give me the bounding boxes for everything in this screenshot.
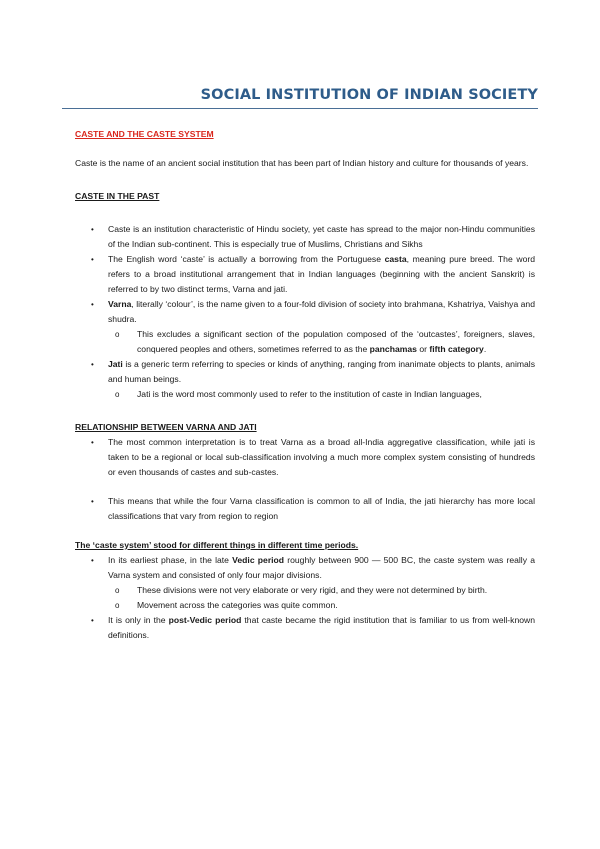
sub-list-item: o This excludes a significant section of the population composed of the ‘outcastes’, foreigners, slaves, conquered peoples and others, sometimes referred to as the panchamas or fifth category. <box>115 329 535 354</box>
caste-past-list <box>75 222 535 402</box>
sub-list-item: o These divisions were not very elaborate or very rigid, and they were not determined by birth. <box>75 583 535 598</box>
section-heading-caste-system: CASTE AND THE CASTE SYSTEM <box>75 129 214 139</box>
list-item: • In its earliest phase, in the late Vedic period roughly between 900 — 500 BC, the caste system was really a Varna system and consisted of only four major divisions. o These divisions were not very elaborate or very rigid, and they were not determined by birth. o Movement across the categories was quite common. <box>75 553 535 613</box>
section-heading-varna-jati: RELATIONSHIP BETWEEN VARNA AND JATI <box>75 422 257 432</box>
bullet-icon: • <box>91 616 94 625</box>
document-body <box>75 127 535 643</box>
bullet-icon: • <box>91 255 94 264</box>
document-title: SOCIAL INSTITUTION OF INDIAN SOCIETY <box>200 87 538 103</box>
section-heading-time-periods: The ‘caste system’ stood for different things in different time periods. <box>75 540 359 550</box>
circle-bullet-icon: o <box>115 390 120 399</box>
circle-bullet-icon: o <box>115 586 120 595</box>
list-item: • The most common interpretation is to treat Varna as a broad all-India aggregative classification, while jati is taken to be a regional or local sub-classification involving a much more complex system consisting of hundreds or even thousands of castes and sub-castes. <box>91 437 535 477</box>
list-item: • Caste is an institution characteristic of Hindu society, yet caste has spread to the major non-Hindu communities of the Indian sub-continent. This is especially true of Muslims, Christians and Sikhs <box>91 224 535 249</box>
jati-sublist <box>75 387 535 402</box>
list-item: • This means that while the four Varna classification is common to all of India, the jati hierarchy has more local classifications that vary from region to region <box>91 496 535 521</box>
bullet-icon: • <box>91 438 94 447</box>
varna-sublist <box>75 327 535 357</box>
list-item: • The English word ‘caste’ is actually a borrowing from the Portuguese casta, meaning pure breed. The word refers to a broad institutional arrangement that in Indian languages (beginning with the ancient Sanskrit) is referred to by two distinct terms, Varna and jati. <box>91 254 535 294</box>
bullet-icon: • <box>91 360 94 369</box>
list-item: • Jati is a generic term referring to species or kinds of anything, ranging from inanimate objects to plants, animals and human beings. o Jati is the word most commonly used to refer to the institution of caste in Indian languages, <box>75 357 535 402</box>
varna-jati-list <box>75 435 535 480</box>
vedic-sublist <box>75 583 535 613</box>
bullet-icon: • <box>91 497 94 506</box>
circle-bullet-icon: o <box>115 601 120 610</box>
bullet-icon: • <box>91 300 94 309</box>
circle-bullet-icon: o <box>115 330 120 339</box>
bullet-icon: • <box>91 556 94 565</box>
title-divider <box>62 108 538 109</box>
bullet-icon: • <box>91 225 94 234</box>
list-item: • Varna, literally ‘colour’, is the name given to a four-fold division of society into brahmana, Kshatriya, Vaishya and shudra. o This excludes a significant section of the population composed of the ‘outcastes’, foreigners, slaves, conquered peoples and others, sometimes referred to as the panchamas or fifth category. <box>75 297 535 357</box>
sub-list-item: o Jati is the word most commonly used to refer to the institution of caste in Indian languages, <box>75 387 535 402</box>
sub-list-item: o Movement across the categories was quite common. <box>75 598 535 613</box>
list-item: • It is only in the post-Vedic period that caste became the rigid institution that is familiar to us from well-known definitions. <box>91 615 535 640</box>
section-heading-caste-past: CASTE IN THE PAST <box>75 191 160 201</box>
intro-paragraph: Caste is the name of an ancient social institution that has been part of Indian history and culture for thousands of years. <box>75 158 529 168</box>
time-periods-list <box>75 553 535 643</box>
